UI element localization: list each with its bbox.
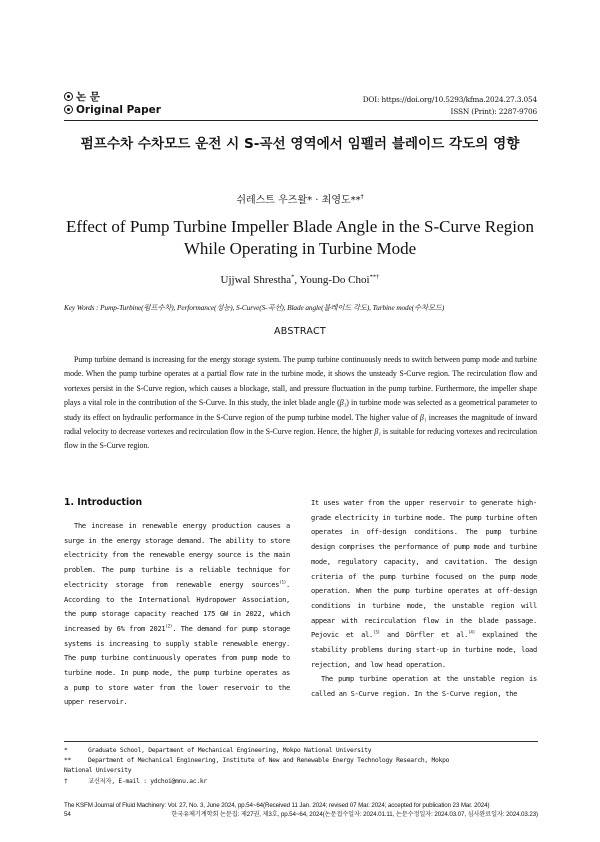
- footnote-text: Department of Mechanical Engineering, Institute of New and Renewable Energy Technology Research, Mokpo: [88, 757, 450, 765]
- intro-paragraph-1: [64, 519, 290, 710]
- body-text: explained the stability problems during start-up in turbine mode, load rejection, and low head operation.: [311, 631, 537, 669]
- beta-symbol: β₁: [339, 398, 347, 408]
- intro-paragraph-2: The pump turbine operation at the unstable region is called an S-Curve region. In the S-Curve region, the: [311, 675, 537, 699]
- footnote-divider: [64, 741, 538, 742]
- body-text: It uses water from the upper reservoir to generate high-grade electricity in turbine mode. The pump turbine often operates in off-design conditions. The pump turbine design comprises the performance of pump mode and turbine mode, regulatory capacity, and cavitation. The design criteria of the pump turbine focused on the pump mode operation. When the pump turbine operates at off-design conditions in turbine mode, the unstable region will appear with recirculation flow in the blade passage. Pejovic et al.: [311, 499, 537, 640]
- citation: (3): [373, 630, 380, 635]
- column-right: [311, 496, 537, 702]
- keywords: [64, 303, 544, 313]
- journal-info: [64, 801, 538, 819]
- footnote-mark: **: [64, 757, 72, 765]
- journal-citation-en: The KSFM Journal of Fluid Machinery: Vol. 27, No. 3, June 2024, pp.54~64(Received 11 Jan. 2024; revised 07 Mar. 2024; accepted for publication 23 Mar. 2024): [64, 802, 490, 809]
- journal-citation-row: [64, 810, 538, 819]
- authors-korean: [60, 191, 540, 206]
- header-divider: [64, 120, 538, 121]
- beta-symbol: β₁: [374, 427, 381, 437]
- body-text: . The demand for pump storage systems is increasing to supply stable renewable energy. The pump turbine continuously operates from pump mode to turbine mode. In pump mode, the pump turbine operates as a pump to store water from the lower reservoir to the upper reservoir.: [64, 624, 290, 707]
- keywords-label: Key Words :: [64, 303, 101, 312]
- authors-english: [60, 274, 540, 286]
- footnote-text: National University: [64, 767, 132, 775]
- citation: (1): [279, 579, 287, 585]
- page-number: 54: [64, 811, 71, 818]
- keywords-text: Pump-Turbine(펌프수차), Performance(성능), S-Curve(S-곡선), Blade angle(블레이드 각도), Turbine mode(수차모드): [100, 303, 445, 312]
- paper-type-kr: 논 문: [76, 91, 100, 103]
- abstract-body: [64, 353, 537, 454]
- doi-block: [363, 94, 537, 118]
- paper-type-en: Original Paper: [76, 104, 161, 116]
- footnote: [64, 756, 538, 766]
- footnote: [64, 746, 538, 756]
- intro-paragraph-1-cont: [311, 496, 537, 672]
- body-text: The increase in renewable energy production causes a surge in the energy storage demand. The ability to store electricity from the renewable energy source is the main problem. The pump turbine is a reliable technique for electricity storage from renewable energy sources: [64, 522, 290, 589]
- body-text: and Dörfler et al.: [379, 631, 469, 640]
- footnote-text: Graduate School, Department of Mechanical Engineering, Mokpo National University: [88, 747, 372, 754]
- journal-citation-kr: 한국유체기계학회 논문집: 제27권, 제3호, pp.54~64, 2024(논문접수일자: 2024.01.11, 논문수정일자: 2024.03.07, 심사완료일자: 2024.03.23): [171, 811, 538, 818]
- authors-korean-names: 쉬레스트 우즈왈* · 최영도**: [236, 195, 361, 206]
- bullet-circle-icon: [64, 105, 73, 114]
- abstract-text: Pump turbine demand is increasing for the energy storage system. The pump turbine continuously needs to switch between pump mode and turbine mode. When the pump turbine operates at a partial flow rate in the turbine mode, it shows the unsteady S-Curve region. The recirculation flow and vortexes persist in the S-Curve region, which causes a blockage, stall, and pressure fluctuation in the pump turbine. Furthermore, the impeller shape plays a vital role in the contribution of the S-Curve. In this study, the inlet blade angle (: [64, 355, 537, 408]
- corresponding-mark: †: [360, 193, 364, 201]
- paper-type-label: [64, 91, 161, 117]
- citation: (4): [468, 630, 475, 635]
- author-separator: ,: [294, 274, 300, 286]
- abstract-heading: ABSTRACT: [273, 326, 327, 337]
- author-2-mark: **†: [369, 273, 380, 281]
- citation: (2): [165, 623, 173, 629]
- author-1-mark: *: [291, 273, 295, 281]
- footnote: [64, 777, 538, 787]
- column-left: [64, 496, 290, 710]
- body-text: . According to the International Hydropower Association, the pump storage capacity reached 175 GW in 2022, which increased by 6% from 2021: [64, 580, 290, 633]
- footnote-mark: †: [64, 777, 68, 785]
- issn: ISSN (Print): 2287-9706: [450, 107, 537, 116]
- title-english: Effect of Pump Turbine Impeller Blade Angle in the S-Curve Region While Operating in Turbine Mode: [65, 217, 535, 258]
- footnotes: [64, 746, 538, 787]
- bullet-circle-icon: [64, 92, 73, 101]
- footnote-text: 교신저자, E-mail : ydchoi@mnu.ac.kr: [88, 777, 207, 785]
- author-2: Young-Do Choi: [299, 274, 370, 286]
- doi: DOI: https://doi.org/10.5293/kfma.2024.27.3.054: [362, 95, 537, 104]
- section-heading: 1. Introduction: [64, 497, 143, 508]
- abstract-text: is suitable for reducing vortexes and recirculation flow in the S-Curve region.: [64, 427, 537, 451]
- abstract-text: ) in turbine mode was selected as a geometrical parameter to study its effect on hydraulic performance in the S-Curve region of the pump turbine model. The higher value of: [64, 398, 537, 422]
- title-korean: 펌프수차 수차모드 운전 시 S-곡선 영역에서 임펠러 블레이드 각도의 영향: [80, 136, 520, 152]
- author-1: Ujjwal Shrestha: [220, 274, 292, 286]
- abstract-text: increases the magnitude of inward radial velocity to decrease vortexes and recirculation flow in the S-Curve region. Hence, the higher: [64, 412, 538, 437]
- beta-symbol: β₁: [419, 412, 427, 422]
- footnote-mark: *: [64, 747, 68, 754]
